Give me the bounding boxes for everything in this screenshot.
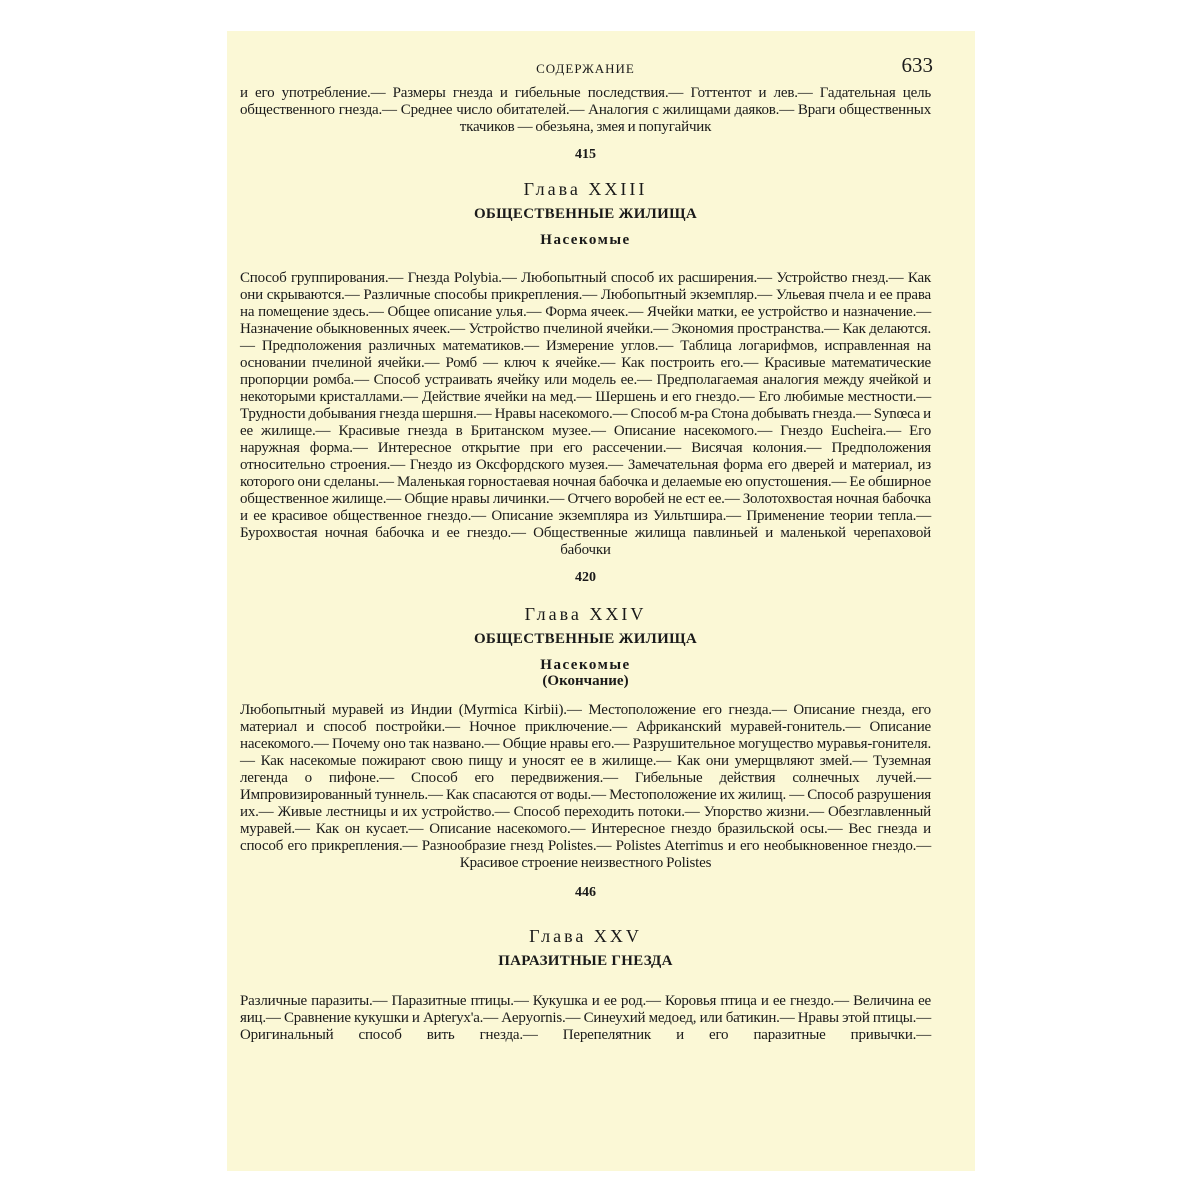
chapter-xxiv-title: ОБЩЕСТВЕННЫЕ ЖИЛИЩА: [473, 631, 698, 647]
chapter-xxiii-subtitle: Насекомые: [540, 232, 631, 248]
page-number: 633: [901, 53, 933, 77]
chapter-xxiv-page: 420: [575, 570, 596, 585]
chapter-xxiv-subtitle-2: (Окончание): [542, 673, 629, 689]
chapter-xxiv-heading: Глава XXIV: [524, 604, 647, 624]
book-page: [227, 31, 975, 1171]
running-head: [240, 31, 931, 85]
chapter-xxiv-summary: Любопытный муравей из Индии (Myrmica Kirbii).— Местоположение его гнезда.— Описание гнезда, его материал и способ постройки.— Ночное приключение.— Африканский муравей-гонитель.— Описание насекомого.— Почему оно так названо.— Общие нравы его.— Разрушительное могущество муравья-гонителя.— Как насекомые пожирают свою пищу и уносят ее в жилище.— Как они умерщвляют змей.— Туземная легенда о пифоне.— Способ его передвижения.— Гибельные действия солнечных лучей.— Импровизированный туннель.— Как спасаются от воды.— Местоположение их жилищ. — Способ разрушения их.— Живые лестницы и их устройство.— Способ переходить потоки.— Упорство жизни.— Обезглавленный муравей.— Как он кусает.— Описание насекомого.— Интересное гнездо бразильской осы.— Вес гнезда и способ его прикрепления.— Разнообразие гнезд Polistes.— Polistes Aterrimus и его необыкновенное гнездо.— Красивое строение неизвестного Polistes: [240, 702, 931, 871]
chapter-xxiii-heading: Глава XXIII: [523, 179, 648, 199]
chapter-xxiv-subtitle: Насекомые: [540, 657, 631, 673]
chapter-xxv-heading: Глава XXV: [529, 926, 642, 946]
chapter-xxv-page: 446: [575, 885, 596, 900]
chapter-xxiii-page: 415: [575, 147, 596, 162]
chapter-xxiii-title: ОБЩЕСТВЕННЫЕ ЖИЛИЩА: [473, 206, 698, 222]
running-head-title: СОДЕРЖАНИЕ: [536, 61, 635, 76]
chapter-xxv-summary: Различные паразиты.— Паразитные птицы.— Кукушка и ее род.— Коровья птица и ее гнездо.— Величина ее яиц.— Сравнение кукушки и Apteryx'а.— Aepyornis.— Синеухий медоед, или батикин.— Нравы этой птицы.— Оригинальный способ вить гнезда.— Перепелятник и его паразитные привычки.—: [240, 993, 931, 1043]
intro-paragraph: и его употребление.— Размеры гнезда и гибельные последствия.— Готтентот и лев.— Гадательная цель общественного гнезда.— Среднее число обитателей.— Аналогия с жилищами даяков.— Враги общественных ткачиков — обезьяна, змея и попугайчик: [240, 85, 931, 135]
chapter-xxv-title: ПАРАЗИТНЫЕ ГНЕЗДА: [498, 953, 673, 969]
chapter-xxiii-summary: Способ группирования.— Гнезда Polybia.— Любопытный способ их расширения.— Устройство гнезд.— Как они скрываются.— Различные способы прикрепления.— Любопытный экземпляр.— Ульевая пчела и ее права на помещение здесь.— Общее описание улья.— Форма ячеек.— Ячейки матки, ее устройство и назначение.— Назначение обыкновенных ячеек.— Устройство пчелиной ячейки.— Экономия пространства.— Как делаются.— Предположения различных математиков.— Измерение углов.— Таблица логарифмов, исправленная на основании пчелиной ячейки.— Ромб — ключ к ячейке.— Как построить его.— Красивые математические пропорции ромба.— Способ устраивать ячейку или модель ее.— Предполагаемая аналогия между ячейкой и некоторыми кристаллами.— Действие ячейки на мед.— Шершень и его гнездо.— Его любимые местности.— Трудности добывания гнезда шершня.— Нравы насекомого.— Способ м-ра Стона добывать гнезда.— Synœca и ее жилище.— Красивые гнезда в Британском музее.— Описание насекомого.— Гнездо Eucheira.— Его наружная форма.— Интересное открытие при его рассечении.— Висячая колония.— Предположения относительно строения.— Гнездо из Оксфордского музея.— Замечательная форма его дверей и материал, из которого они сделаны.— Маленькая горностаевая ночная бабочка и делаемые ею опустошения.— Ее обширное общественное жилище.— Общие нравы личинки.— Отчего воробей не ест ее.— Золотохвостая ночная бабочка и ее красивое общественное гнездо.— Описание экземпляра из Уильтшира.— Применение теории тепла.— Бурохвостая ночная бабочка и ее гнездо.— Общественные жилища павлиньей и маленькой черепаховой бабочки: [240, 270, 931, 558]
